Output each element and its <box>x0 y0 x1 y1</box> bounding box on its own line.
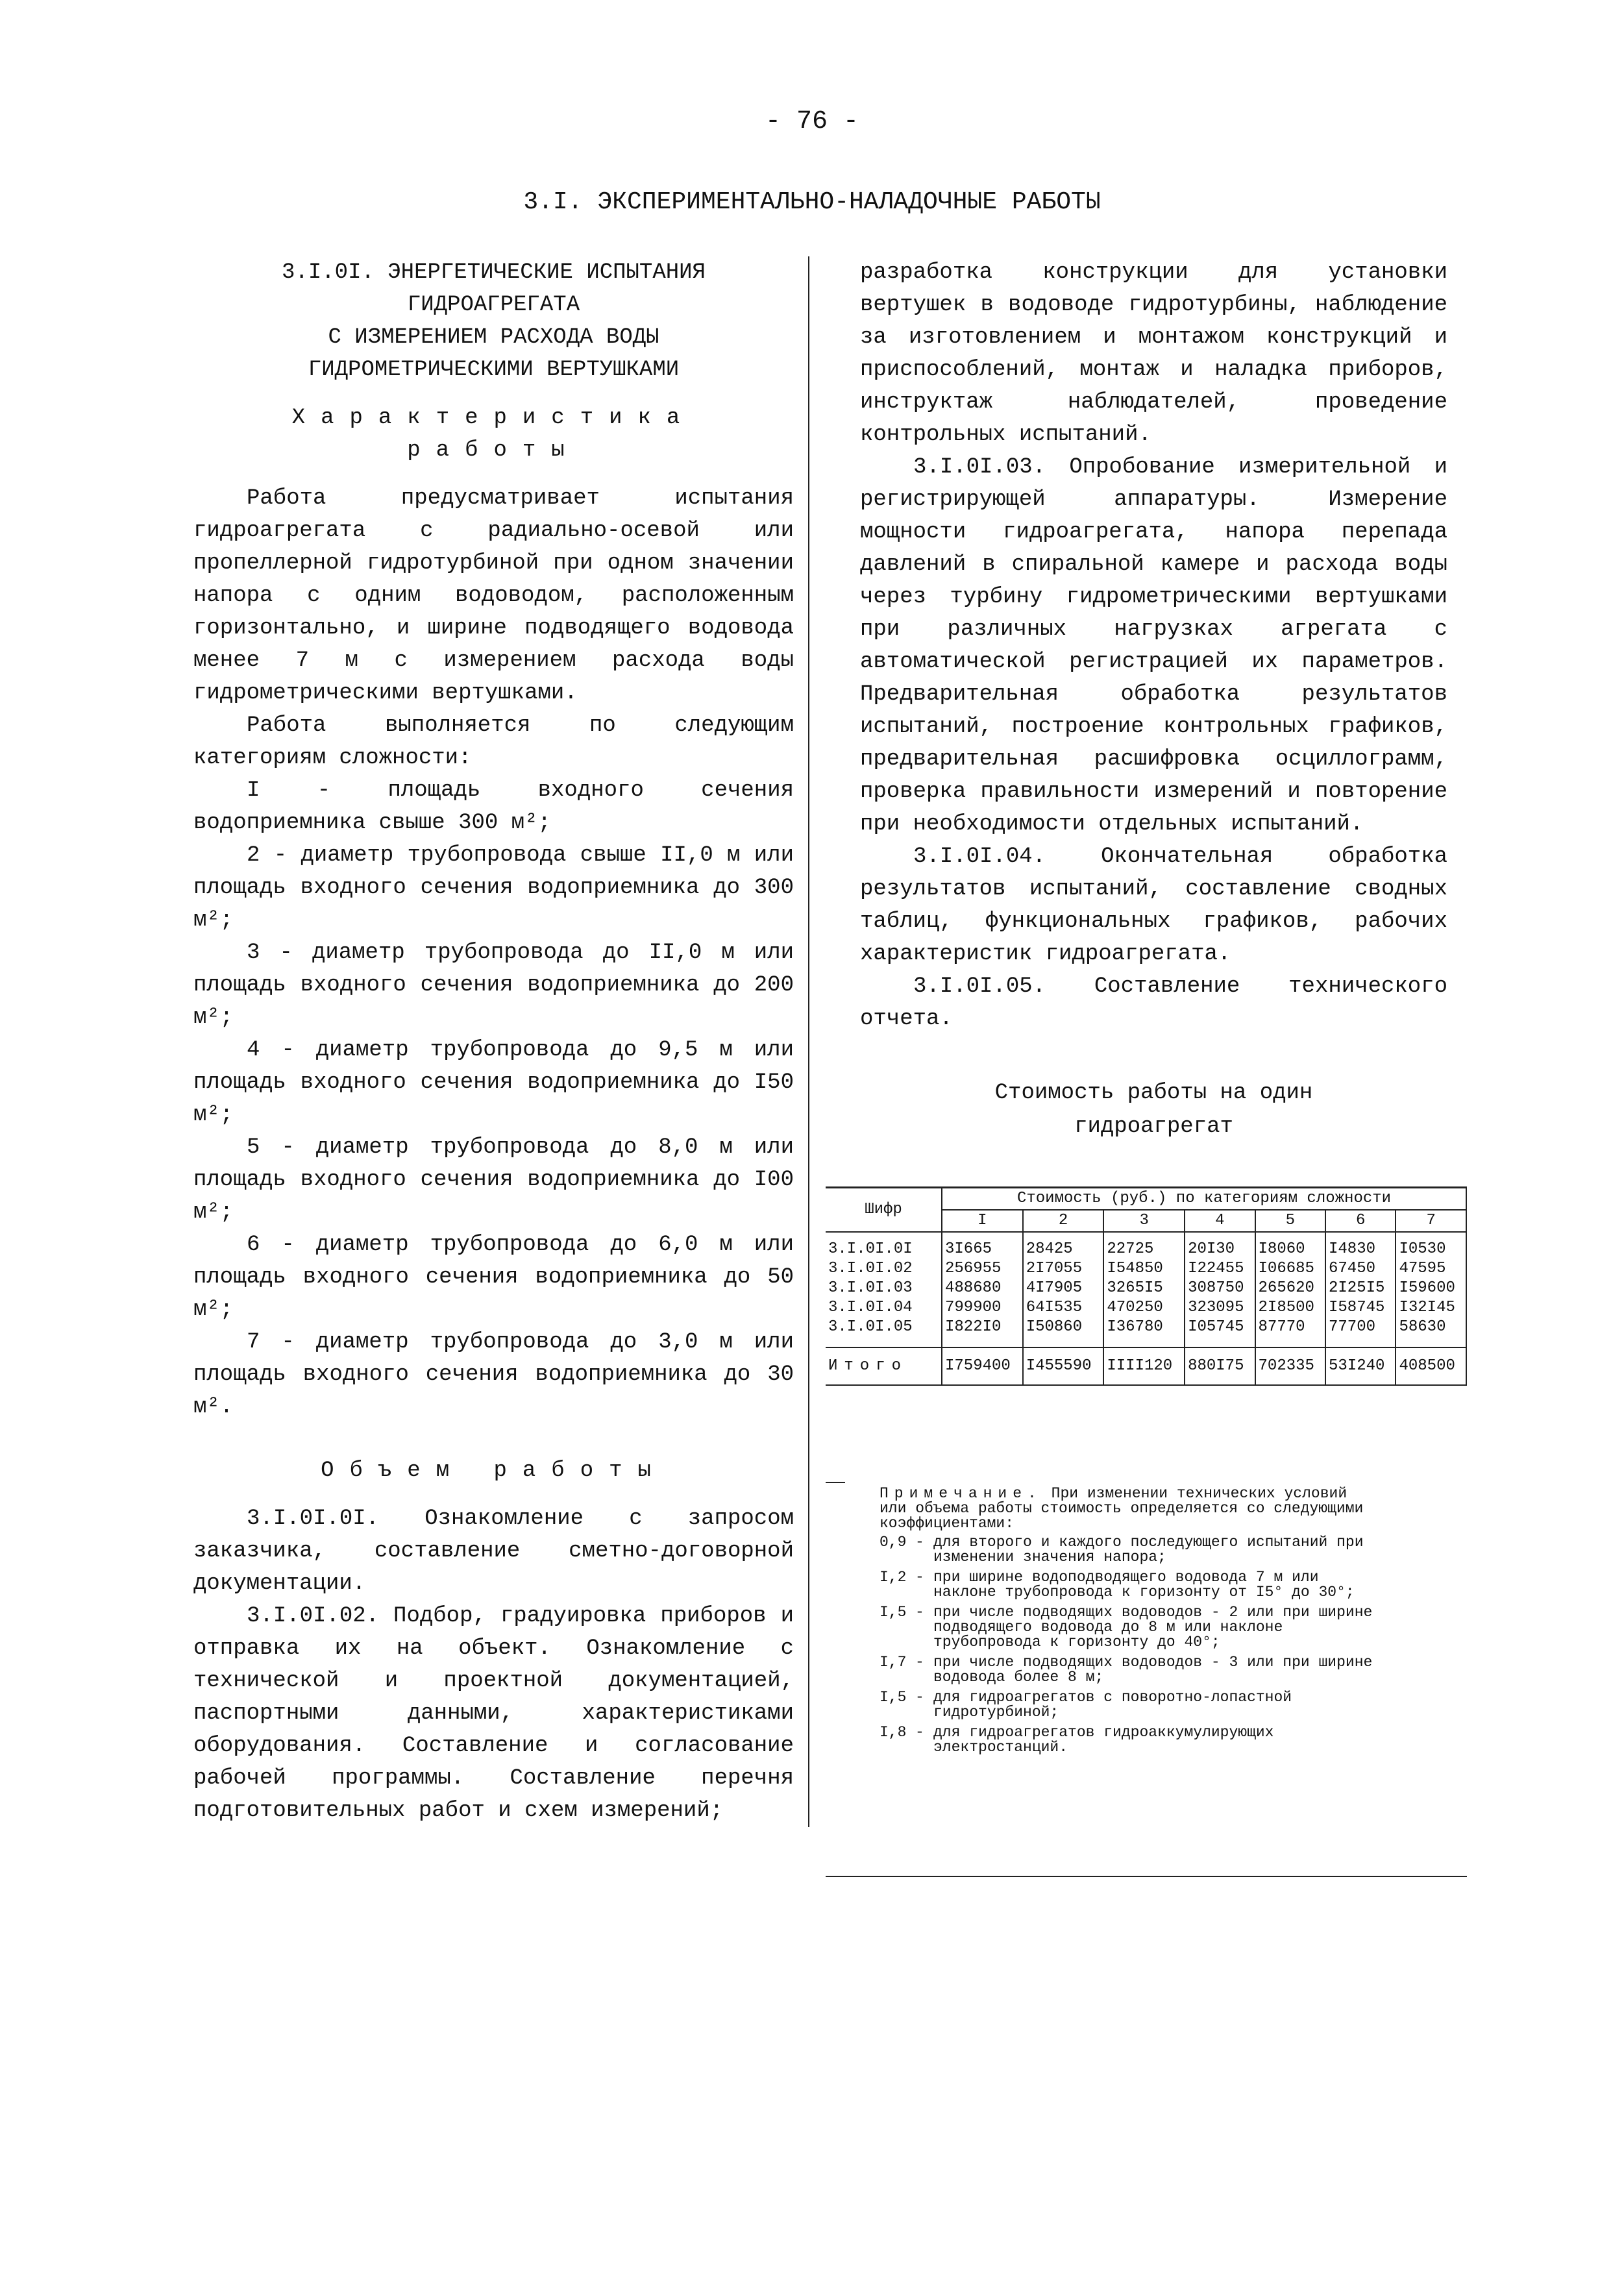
coefficient-item <box>880 1535 1373 1565</box>
category-header: 6 <box>1325 1210 1396 1232</box>
category-item: 4 - диаметр трубопровода до 9,5 м или площадь входного сечения водоприемника до I50 м²; <box>193 1038 794 1127</box>
cost-title-line: Стоимость работы на один <box>994 1081 1313 1105</box>
table-body <box>826 1232 1466 1347</box>
table-row <box>826 1259 1466 1279</box>
cost-cell: I36780 <box>1103 1318 1185 1347</box>
volume-title: Объем работы <box>321 1458 667 1483</box>
right-column <box>860 256 1447 1035</box>
cost-cell: 2I8500 <box>1255 1298 1325 1318</box>
cost-cell: 77700 <box>1325 1318 1396 1347</box>
cost-cell: 265620 <box>1255 1279 1325 1298</box>
cost-cell: 488680 <box>942 1279 1023 1298</box>
cost-cell: I0530 <box>1396 1232 1466 1259</box>
total-label: Итого <box>826 1347 942 1385</box>
coefficient-value: I,5 <box>880 1604 907 1621</box>
cost-cell: I22455 <box>1185 1259 1255 1279</box>
cost-cell: 2I25I5 <box>1325 1279 1396 1298</box>
step-02-continued: разработка конструкции для установки вертушек в водоводе гидротурбины, наблюдение за изготовлением и монтажом конструкций и приспособлений, монтаж и наладка приборов, инструктаж наблюдателей, проведение контрольных испытаний. <box>860 260 1447 447</box>
category-header: I <box>942 1210 1023 1232</box>
cost-title-line: гидроагрегат <box>1074 1114 1233 1139</box>
cost-cell: 47595 <box>1396 1259 1466 1279</box>
step-02: 3.I.0I.02. Подбор, градуировка приборов и отправка их на объект. Ознакомление с технической и проектной документацией, паспортными данными, характеристиками оборудования. Составление и согласование рабочей программы. Составление перечня подготовительных работ и схем измерений; <box>193 1604 794 1823</box>
table-note-rule <box>826 1482 845 1483</box>
column-divider <box>808 256 809 1827</box>
code-header: Шифр <box>826 1188 942 1233</box>
cost-cell: 470250 <box>1103 1298 1185 1318</box>
coefficient-item <box>880 1690 1373 1720</box>
coefficient-item <box>880 1605 1373 1650</box>
cost-cell: 87770 <box>1255 1318 1325 1347</box>
note-head <box>880 1486 1373 1531</box>
step-05: 3.I.0I.05. Составление технического отчета. <box>860 974 1447 1031</box>
left-column <box>193 256 794 1827</box>
cost-cell: 28425 <box>1023 1232 1104 1259</box>
work-heading <box>193 256 794 386</box>
category-item: 3 - диаметр трубопровода до II,0 м или площадь входного сечения водоприемника до 200 м²; <box>193 940 794 1030</box>
cost-cell: I4830 <box>1325 1232 1396 1259</box>
cost-cell: 323095 <box>1185 1298 1255 1318</box>
cost-cell: I32I45 <box>1396 1298 1466 1318</box>
cost-cell: 3I665 <box>942 1232 1023 1259</box>
coefficient-text: для второго и каждого последующего испытаний при изменении значения напора; <box>933 1534 1364 1566</box>
cost-cell: I58745 <box>1325 1298 1396 1318</box>
coefficient-value: I,7 <box>880 1654 907 1671</box>
row-code: 3.I.0I.02 <box>826 1259 942 1279</box>
coefficient-text: для гидроагрегатов с поворотно-лопастной гидротурбиной; <box>933 1689 1292 1721</box>
coefficient-item <box>880 1570 1373 1600</box>
page-number: - 76 - <box>765 107 859 136</box>
total-cell: 408500 <box>1396 1347 1466 1385</box>
total-cell: 702335 <box>1255 1347 1325 1385</box>
category-item: 7 - диаметр трубопровода до 3,0 м или площадь входного сечения водоприемника до 30 м². <box>193 1330 794 1420</box>
row-code: 3.I.0I.05 <box>826 1318 942 1347</box>
work-heading-line: ГИДРОМЕТРИЧЕСКИМИ ВЕРТУШКАМИ <box>308 358 680 382</box>
step-01: 3.I.0I.0I. Ознакомление с запросом заказчика, составление сметно-договорной документации. <box>193 1506 794 1596</box>
characteristic-title-line: Характеристика <box>291 406 696 430</box>
coefficient-dash: - <box>915 1689 924 1706</box>
cost-cell: 308750 <box>1185 1279 1255 1298</box>
table-note <box>880 1486 1373 1760</box>
coefficient-value: I,8 <box>880 1724 907 1741</box>
coefficient-text: для гидроагрегатов гидроаккумулирующих электростанций. <box>933 1724 1274 1756</box>
cost-cell: 4I7905 <box>1023 1279 1104 1298</box>
coefficient-text: при числе подводящих водоводов - 3 или при ширине водовода более 8 м; <box>933 1654 1373 1686</box>
total-cell: I455590 <box>1023 1347 1104 1385</box>
cost-cell: I59600 <box>1396 1279 1466 1298</box>
cost-group-header: Стоимость (руб.) по категориям сложности <box>942 1188 1466 1211</box>
coefficient-dash: - <box>915 1654 924 1671</box>
coefficient-item <box>880 1725 1373 1755</box>
cost-cell: 256955 <box>942 1259 1023 1279</box>
cost-cell: I822I0 <box>942 1318 1023 1347</box>
cost-cell: 58630 <box>1396 1318 1466 1347</box>
note-label: Примечание. <box>880 1485 1042 1502</box>
row-code: 3.I.0I.03 <box>826 1279 942 1298</box>
category-item: 5 - диаметр трубопровода до 8,0 м или площадь входного сечения водоприемника до I00 м²; <box>193 1135 794 1225</box>
coefficient-value: I,5 <box>880 1689 907 1706</box>
cost-table-title <box>860 1076 1447 1144</box>
table-row <box>826 1318 1466 1347</box>
category-item: 2 - диаметр трубопровода свыше II,0 м или площадь входного сечения водоприемника до 300 м²; <box>193 843 794 933</box>
row-code: 3.I.0I.0I <box>826 1232 942 1259</box>
total-cell: IIII120 <box>1103 1347 1185 1385</box>
category-item: I - площадь входного сечения водоприемника свыше 300 м²; <box>193 778 794 835</box>
cost-cell: 799900 <box>942 1298 1023 1318</box>
category-item: 6 - диаметр трубопровода до 6,0 м или площадь входного сечения водоприемника до 50 м²; <box>193 1233 794 1322</box>
total-cell: 880I75 <box>1185 1347 1255 1385</box>
intro-paragraph: Работа предусматривает испытания гидроагрегата с радиально-осевой или пропеллерной гидротурбиной при одном значении напора с одним водоводом, расположенным горизонтально, и ширине подводящего водовода менее 7 м с измерением расхода воды гидрометрическими вертушками. <box>193 486 794 706</box>
coefficient-dash: - <box>915 1534 924 1551</box>
cost-cell: I06685 <box>1255 1259 1325 1279</box>
category-header: 2 <box>1023 1210 1104 1232</box>
cost-cell: 20I30 <box>1185 1232 1255 1259</box>
row-code: 3.I.0I.04 <box>826 1298 942 1318</box>
cost-cell: I50860 <box>1023 1318 1104 1347</box>
work-heading-line: ГИДРОАГРЕГАТА <box>407 293 580 317</box>
cost-cell: I54850 <box>1103 1259 1185 1279</box>
coefficient-value: 0,9 <box>880 1534 907 1551</box>
total-cell: 53I240 <box>1325 1347 1396 1385</box>
total-cell: I759400 <box>942 1347 1023 1385</box>
section-title: 3.I. ЭКСПЕРИМЕНТАЛЬНО-НАЛАДОЧНЫЕ РАБОТЫ <box>523 188 1101 216</box>
note-items <box>880 1535 1373 1755</box>
bottom-rule <box>826 1876 1467 1877</box>
cost-cell: 67450 <box>1325 1259 1396 1279</box>
category-header: 3 <box>1103 1210 1185 1232</box>
characteristic-title-line: работы <box>407 438 580 463</box>
cost-cell: 64I535 <box>1023 1298 1104 1318</box>
cost-table <box>826 1186 1467 1386</box>
category-header: 5 <box>1255 1210 1325 1232</box>
work-heading-line: С ИЗМЕРЕНИЕМ РАСХОДА ВОДЫ <box>328 325 659 350</box>
category-header: 7 <box>1396 1210 1466 1232</box>
note-intro: При изменении технических условий или объема работы стоимость определяется со следующими коэффициентами: <box>880 1485 1364 1532</box>
step-03: 3.I.0I.03. Опробование измерительной и регистрирующей аппаратуры. Измерение мощности гидроагрегата, напора перепада давлений в спиральной камере и расхода воды через турбину гидрометрическими вертушками при различных нагрузках агрегата с автоматической регистрацией их параметров. Предварительная обработка результатов испытаний, построение контрольных графиков, предварительная расшифровка осциллограмм, проверка правильности измерений и повторение при необходимости отдельных испытаний. <box>860 455 1447 837</box>
cost-cell: 3265I5 <box>1103 1279 1185 1298</box>
table-row <box>826 1298 1466 1318</box>
cost-cell: 22725 <box>1103 1232 1185 1259</box>
work-heading-line: 3.I.0I. ЭНЕРГЕТИЧЕСКИЕ ИСПЫТАНИЯ <box>282 260 706 285</box>
cost-cell: I05745 <box>1185 1318 1255 1347</box>
step-04: 3.I.0I.04. Окончательная обработка результатов испытаний, составление сводных таблиц, функциональных графиков, рабочих характеристик гидроагрегата. <box>860 844 1447 966</box>
table-row <box>826 1279 1466 1298</box>
coefficient-dash: - <box>915 1569 924 1586</box>
coefficient-item <box>880 1655 1373 1685</box>
coefficient-text: при числе подводящих водоводов - 2 или при ширине подводящего водовода до 8 м или наклоне трубопровода к горизонту до 40°; <box>933 1604 1373 1651</box>
table-row <box>826 1232 1466 1259</box>
cost-cell: I8060 <box>1255 1232 1325 1259</box>
cost-cell: 2I7055 <box>1023 1259 1104 1279</box>
total-row <box>826 1347 1466 1385</box>
categories-intro: Работа выполняется по следующим категориям сложности: <box>193 713 794 770</box>
coefficient-dash: - <box>915 1724 924 1741</box>
coefficient-text: при ширине водоподводящего водовода 7 м или наклоне трубопровода к горизонту от I5° до 30°; <box>933 1569 1355 1601</box>
characteristic-title <box>193 402 794 467</box>
coefficient-value: I,2 <box>880 1569 907 1586</box>
coefficient-dash: - <box>915 1604 924 1621</box>
category-header: 4 <box>1185 1210 1255 1232</box>
